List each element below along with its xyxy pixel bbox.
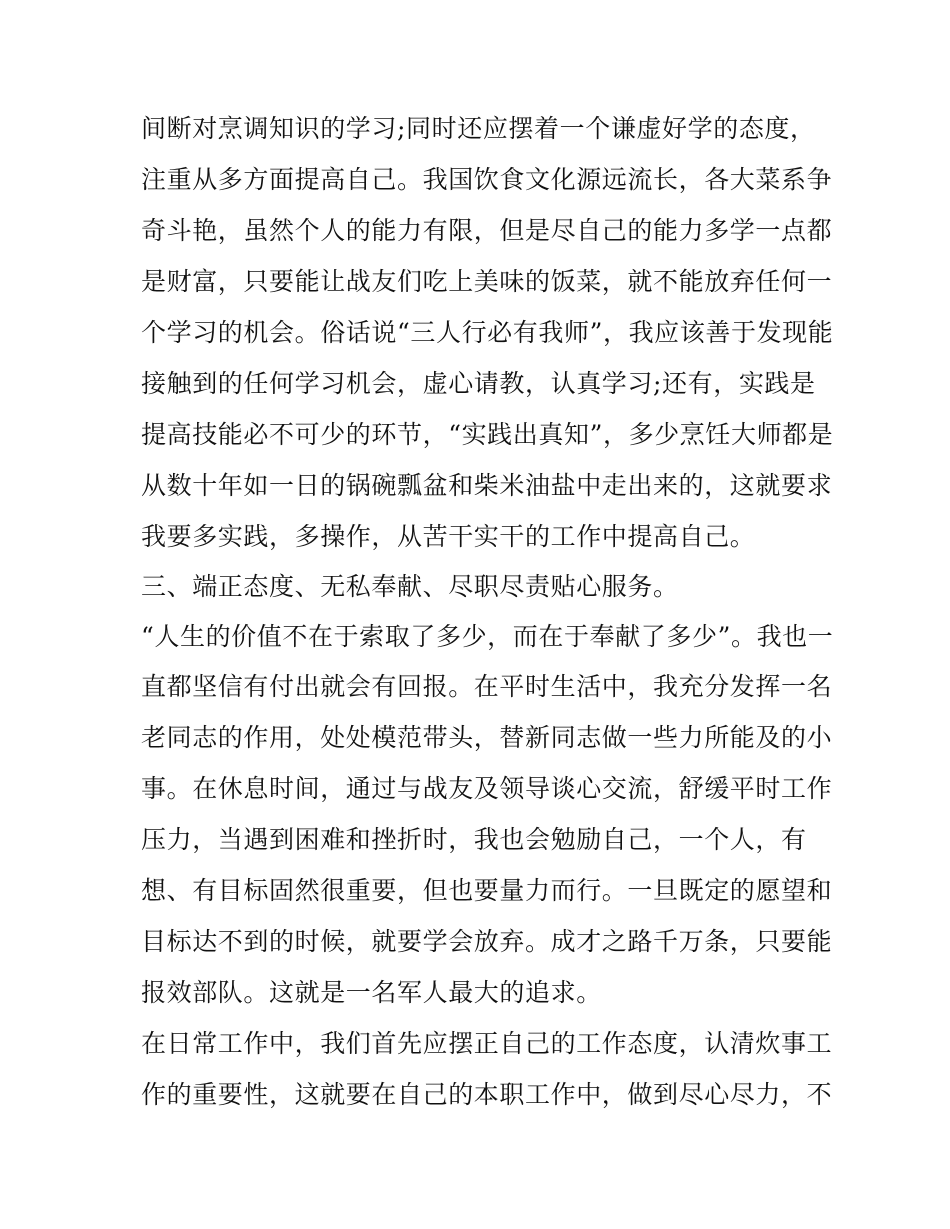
text-line: 作的重要性，这就要在自己的本职工作中，做到尽心尽力，不 xyxy=(141,1080,833,1109)
text-line: 我要多实践，多操作，从苦干实干的工作中提高自己。 xyxy=(141,522,756,551)
text-line: 从数十年如一日的锅碗瓢盆和柴米油盐中走出来的，这就要求 xyxy=(141,471,833,500)
text-line: 压力，当遇到困难和挫折时，我也会勉励自己，一个人，有 xyxy=(141,825,807,854)
text-line: 是财富，只要能让战友们吃上美味的饭菜，就不能放弃任何一 xyxy=(141,267,833,296)
text-line: 接触到的任何学习机会，虚心请教，认真学习;还有，实践是 xyxy=(141,369,816,398)
text-line: “人生的价值不在于索取了多少，而在于奉献了多少”。我也一 xyxy=(141,622,834,651)
text-line: 在日常工作中，我们首先应摆正自己的工作态度，认清炊事工 xyxy=(141,1029,833,1058)
text-line: 报效部队。这就是一名军人最大的追求。 xyxy=(141,978,602,1007)
text-line: 想、有目标固然很重要，但也要量力而行。一旦既定的愿望和 xyxy=(141,876,833,905)
text-line: 直都坚信有付出就会有回报。在平时生活中，我充分发挥一名 xyxy=(141,672,833,701)
section-heading: 三、端正态度、无私奉献、尽职尽责贴心服务。 xyxy=(141,572,679,601)
text-line: 目标达不到的时候，就要学会放弃。成才之路千万条，只要能 xyxy=(141,927,833,956)
text-line: 个学习的机会。俗话说“三人行必有我师”，我应该善于发现能 xyxy=(141,318,834,347)
text-line: 事。在休息时间，通过与战友及领导谈心交流，舒缓平时工作 xyxy=(141,774,833,803)
text-line: 老同志的作用，处处模范带头，替新同志做一些力所能及的小 xyxy=(141,723,833,752)
text-line: 提高技能必不可少的环节，“实践出真知”，多少烹饪大师都是 xyxy=(141,420,834,449)
text-line: 间断对烹调知识的学习;同时还应摆着一个谦虚好学的态度， xyxy=(141,114,816,143)
text-line: 注重从多方面提高自己。我国饮食文化源远流长，各大菜系争 xyxy=(141,165,833,194)
text-line: 奇斗艳，虽然个人的能力有限，但是尽自己的能力多学一点都 xyxy=(141,216,833,245)
